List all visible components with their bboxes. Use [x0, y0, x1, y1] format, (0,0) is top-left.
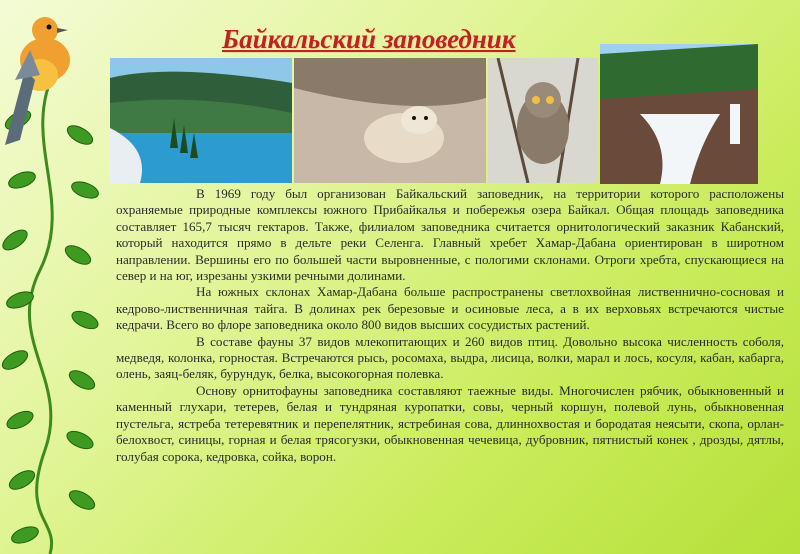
- paragraph-intro: В 1969 году был организован Байкальский заповедник, на территории которого расположены охраняемые природные комплексы южного Прибайкалья и побережья озера Байкал. Общая площадь заповедника составляет 165,7 тысяч гектаров. Также, филиалом заповедника считается орнитологический заказник Кабанский, который находится прямо в дельте реки Селенга. Главный хребет Хамар-Дабана ориентирован в широтном направлении. Вершины его по большей части выровненные, с пологими склонами. Отроги хребта, спускающиеся на север и на юг, изрезаны узкими речными долинами.: [116, 186, 784, 284]
- main-text: [116, 186, 784, 465]
- bird-icon: [5, 17, 70, 145]
- page-title: Байкальский заповедник: [222, 24, 516, 54]
- photo-waterfall: [600, 44, 758, 184]
- photo-ermine: [294, 58, 486, 183]
- paragraph-flora: На южных склонах Хамар-Дабана больше распространены светлохвойная лиственнично-сосновая и кедрово-лиственничная тайга. В долинах рек березовые и осиновые леса, а в их верховьях встречаются чистые кедрачи. Всего во флоре заповедника около 800 видов высших сосудистых растений.: [116, 284, 784, 333]
- photo-lake-shore: [110, 58, 292, 183]
- paragraph-fauna: В составе фауны 37 видов млекопитающих и 260 видов птиц. Довольно высока численность соболя, медведя, колонка, горностая. Встречаются рысь, росомаха, выдра, лисица, волки, марал и лось, косуля, кабан, кабарга, олень, заяц-беляк, бурундук, белка, высокогорная полевка.: [116, 333, 784, 382]
- paragraph-birds: Основу орнитофауны заповедника составляют таежные виды. Многочислен рябчик, обыкновенный и каменный глухари, тетерев, белая и тундряная куропатки, совы, черный коршун, полевой лунь, обыкновенная пустельга, ястреба тетеревятник и перепелятник, ястребиная сова, длиннохвостая и бородатая неясыти, скопа, орлан-белохвост, синицы, горная и белая трясогузки, обыкновенная чечевица, дубровник, пятнистый конек , дрозды, дятлы, голубая сорока, кедровка, сойка, ворон.: [116, 382, 784, 464]
- photo-owl: [488, 58, 598, 183]
